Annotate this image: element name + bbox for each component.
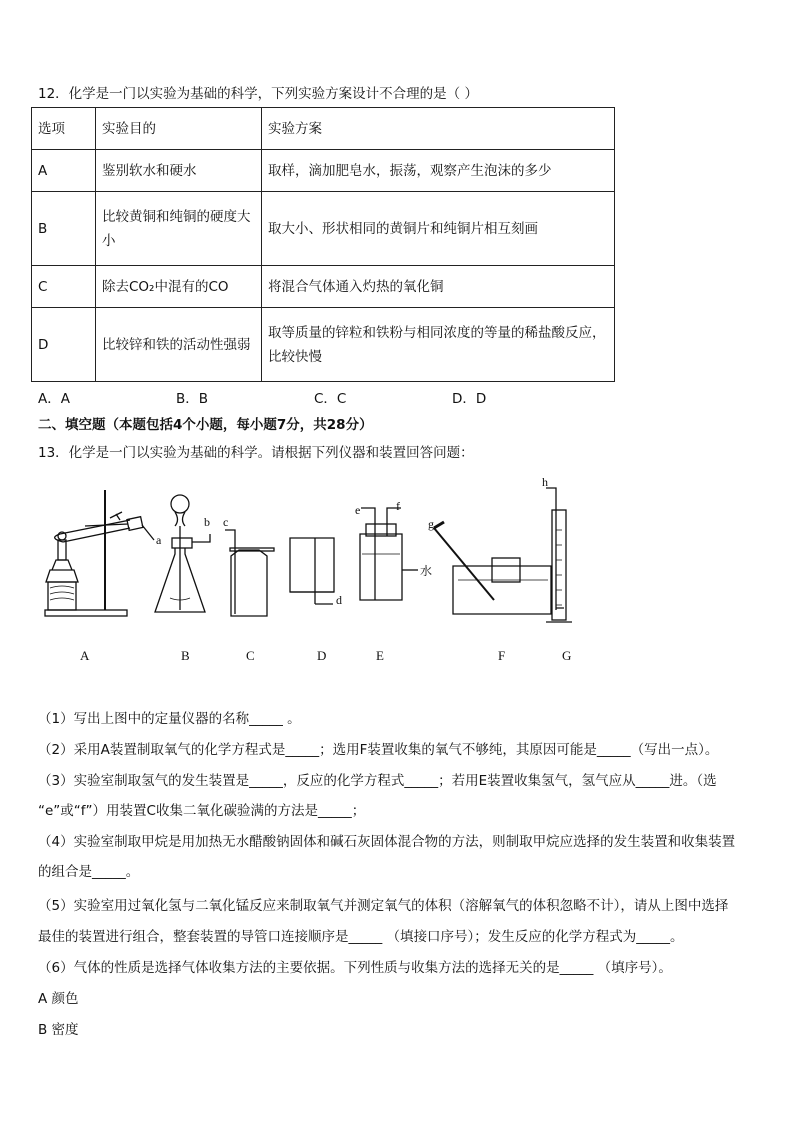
port-b: b [204,515,210,529]
question-13-stem: 13．化学是一门以实验为基础的科学。请根据下列仪器和装置回答问题： [38,445,474,461]
row-plan: 取等质量的锌粒和铁粉与相同浓度的等量的稀盐酸反应，比较快慢 [262,308,615,382]
port-d: d [336,593,342,607]
port-h: h [542,475,548,489]
label-e: E [376,648,384,663]
choice-a[interactable]: A．A [38,391,70,407]
question-part: （3）实验室制取氢气的发生装置是_____，反应的化学方程式_____；若用E装置收集氢气，氢气应从_____进。（选 [38,773,717,789]
question-part: 的组合是_____。 [38,864,140,880]
row-plan: 取样，滴加肥皂水，振荡，观察产生泡沫的多少 [262,150,615,192]
row-option: C [32,266,96,308]
port-g: g [428,517,434,531]
question-12-stem: 12．化学是一门以实验为基础的科学，下列实验方案设计不合理的是（ ） [38,86,478,102]
row-goal: 比较锌和铁的活动性强弱 [96,308,262,382]
table-row [32,150,615,192]
label-a: A [80,648,90,663]
port-labels [156,475,548,607]
water-label: 水 [420,564,433,578]
apparatus-labels [80,648,571,663]
option-line: B 密度 [38,1022,79,1038]
table-header-row [32,108,615,150]
question-part: （4）实验室制取甲烷是用加热无水醋酸钠固体和碱石灰固体混合物的方法，则制取甲烷应选择的发生装置和收集装置 [38,834,736,850]
question-part: （1）写出上图中的定量仪器的名称_____ 。 [38,711,301,727]
choice-c[interactable]: C．C [314,391,347,407]
question-part: 最佳的装置进行组合，整套装置的导管口连接顺序是_____ （填接口序号）；发生反应的化学方程式为_____。 [38,929,684,945]
table-row [32,266,615,308]
table-row [32,192,615,266]
header-goal: 实验目的 [96,108,262,150]
choice-d[interactable]: D．D [452,391,487,407]
label-g: G [562,648,572,663]
apparatus-g [546,488,572,622]
answer-choices [38,387,590,407]
option-line: A 颜色 [38,991,79,1007]
label-d: D [317,648,327,663]
apparatus-e [360,508,418,600]
row-goal: 比较黄铜和纯铜的硬度大小 [96,192,262,266]
port-f: f [396,499,400,513]
options-table [31,107,615,382]
row-goal: 除去CO₂中混有的CO [96,266,262,308]
choice-b[interactable]: B．B [176,391,209,407]
table-row [32,308,615,382]
apparatus-b [155,495,210,612]
port-a: a [156,533,162,547]
label-c: C [246,648,255,663]
port-c: c [223,515,229,529]
section-heading: 二、填空题（本题包括4个小题，每小题7分，共28分） [38,417,373,433]
header-plan: 实验方案 [262,108,615,150]
apparatus-f [434,522,551,614]
question-part: （5）实验室用过氧化氢与二氧化锰反应来制取氧气并测定氧气的体积（溶解氧气的体积忽略不计），请从上图中选择 [38,898,729,914]
apparatus-c [225,530,274,616]
apparatus-a [45,490,154,616]
apparatus-d [290,538,334,604]
question-part: （2）采用A装置制取氧气的化学方程式是_____；选用F装置收集的氧气不够纯，其原因可能是_____（写出一点）。 [38,742,719,758]
row-goal: 鉴别软水和硬水 [96,150,262,192]
question-part: （6）气体的性质是选择气体收集方法的主要依据。下列性质与收集方法的选择无关的是_____ （填序号）。 [38,960,672,976]
row-option: A [32,150,96,192]
row-plan: 将混合气体通入灼热的氧化铜 [262,266,615,308]
label-f: F [498,648,506,663]
row-plan: 取大小、形状相同的黄铜片和纯铜片相互刻画 [262,192,615,266]
label-b: B [181,648,190,663]
port-e: e [355,503,361,517]
header-option: 选项 [32,108,96,150]
apparatus-figure [30,470,770,670]
row-option: D [32,308,96,382]
question-part: “e”或“f”）用装置C收集二氧化碳验满的方法是_____； [38,803,366,819]
row-option: B [32,192,96,266]
